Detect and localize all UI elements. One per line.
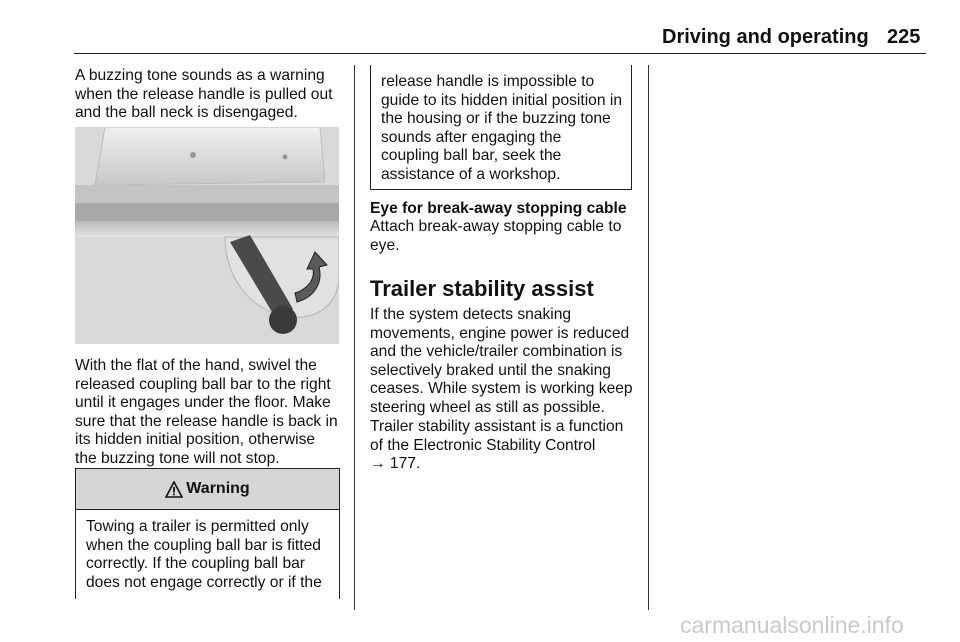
page-reference-link[interactable]: → 177. <box>370 455 421 473</box>
eye-paragraph: Attach break-away stopping cable to eye. <box>370 218 622 254</box>
coupling-ball-bar-illustration <box>75 127 339 344</box>
column-divider-right <box>648 65 649 610</box>
header-rule <box>74 53 926 54</box>
eye-heading: Eye for break-away stopping cable <box>370 200 627 217</box>
esc-text: Trailer stability assistant is a function of the Electronic Stability Control <box>370 418 624 454</box>
watermark: carmanualsonline.info <box>680 612 904 638</box>
trailer-stability-paragraph: If the system detects snaking movements, engine power is reduced and the vehicle/trailer combination is selectively braked until the snaking ceases. While system is working keep steering wheel as still as possible. <box>370 306 633 416</box>
swivel-instructions-paragraph: With the flat of the hand, swivel the released coupling ball bar to the right until it engages under the floor. Make sure that the release handle is back in its hidden initial position, otherwise the buzzing tone will not stop. <box>75 357 338 467</box>
column-divider-left <box>354 65 355 610</box>
warning-box-continued <box>370 65 632 190</box>
warning-header <box>76 469 339 510</box>
page-header-title: Driving and operating <box>662 26 869 48</box>
page-number: 225 <box>887 26 921 48</box>
intro-paragraph: A buzzing tone sounds as a warning when the release handle is pulled out and the ball neck is disengaged. <box>75 67 333 122</box>
warning-body-part2: release handle is impossible to guide to its hidden initial position in the housing or if the buzzing tone sounds after engaging the coupling ball bar, seek the assistance of a workshop. <box>381 73 622 183</box>
warning-box <box>75 468 340 599</box>
warning-body-part1: Towing a trailer is permitted only when the coupling ball bar is fitted correctly. If the coupling ball bar does not engage correctly or if the <box>86 518 322 591</box>
warning-heading: Warning <box>186 480 250 497</box>
warning-triangle-icon <box>165 481 183 498</box>
trailer-stability-title: Trailer stability assist <box>370 276 594 301</box>
trailer-stability-esc-paragraph <box>370 418 636 474</box>
